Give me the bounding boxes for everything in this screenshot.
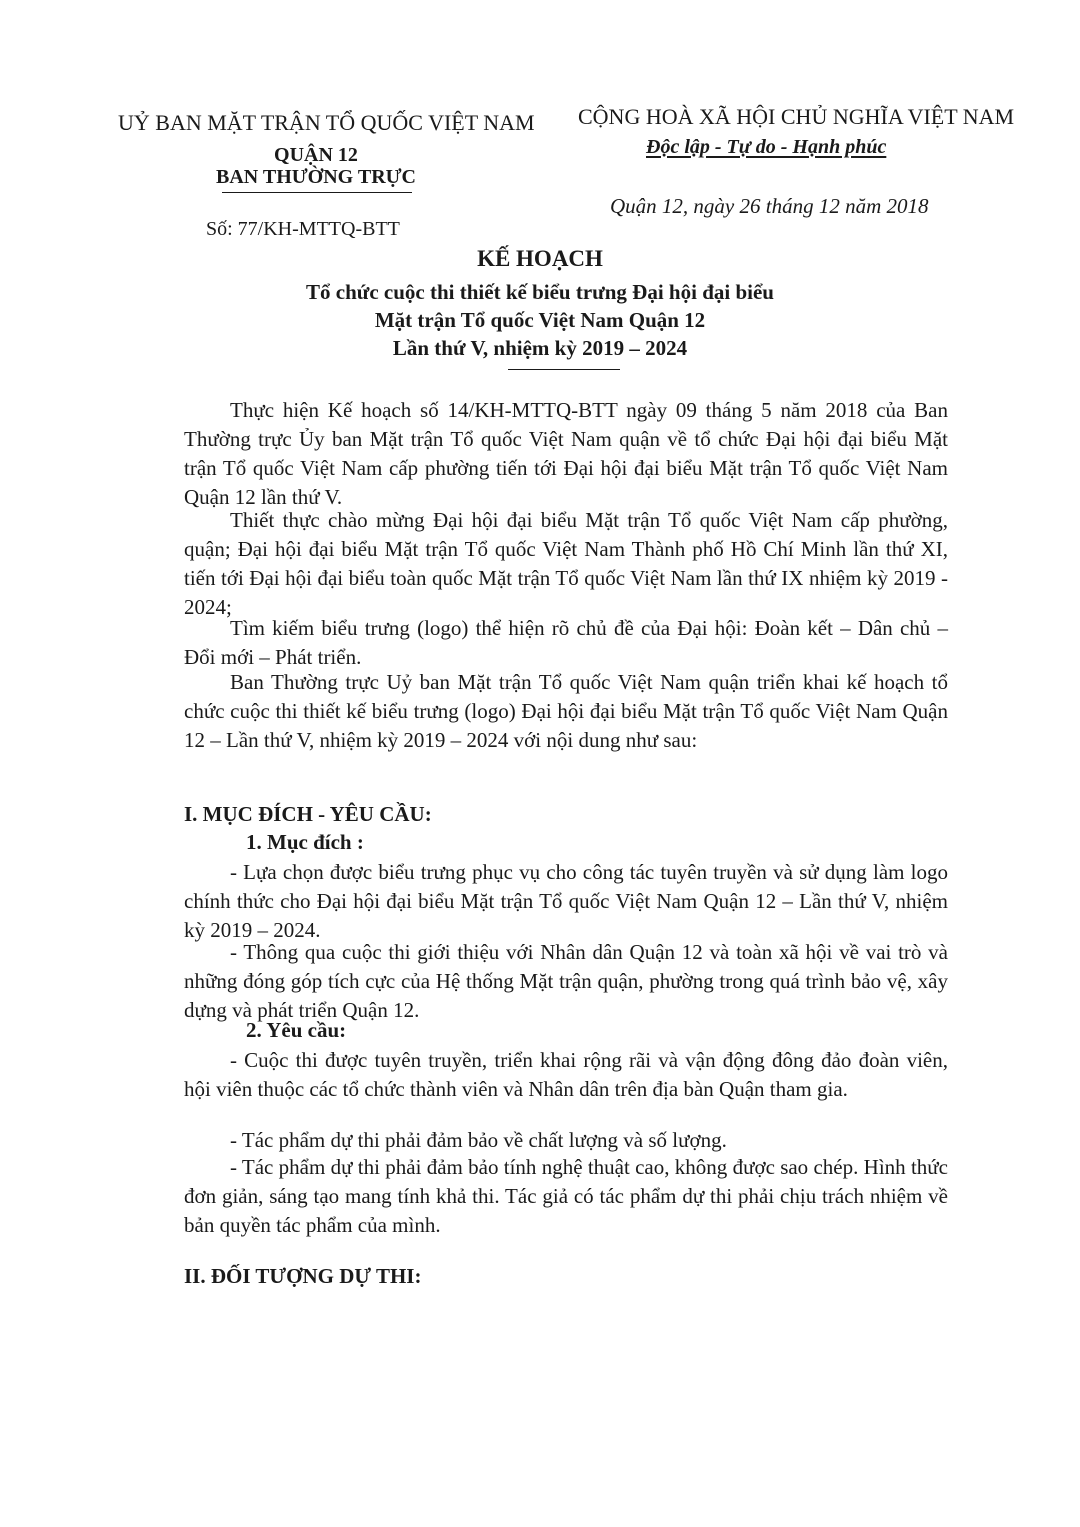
national-motto: Độc lập - Tự do - Hạnh phúc bbox=[646, 136, 887, 158]
org-name: UỶ BAN MẶT TRẬN TỔ QUỐC VIỆT NAM bbox=[118, 110, 535, 135]
document-subtitle-line3: Lần thứ V, nhiệm kỳ 2019 – 2024 bbox=[392, 336, 688, 360]
org-committee: BAN THƯỜNG TRỰC bbox=[215, 166, 417, 188]
national-title: CỘNG HOÀ XÃ HỘI CHỦ NGHĨA VIỆT NAM bbox=[578, 104, 1015, 129]
document-subtitle-line1: Tổ chức cuộc thi thiết kế biểu trưng Đại hội đại biểu bbox=[306, 280, 774, 304]
subsection-heading-requirements: 2. Yêu cầu: bbox=[246, 1018, 347, 1042]
title-divider bbox=[508, 369, 620, 370]
intro-paragraph: Thiết thực chào mừng Đại hội đại biểu Mặt trận Tổ quốc Việt Nam cấp phường, quận; Đại hội đại biểu Mặt trận Tổ quốc Việt Nam Thành phố Hồ Chí Minh lần thứ XI, tiến tới Đại hội đại biểu toàn quốc Mặt trận Tổ quốc Việt Nam lần thứ IX nhiệm kỳ 2019 - 2024; bbox=[184, 508, 948, 619]
list-item: - Cuộc thi được tuyên truyền, triển khai rộng rãi và vận động đông đảo đoàn viên, hội viên thuộc các tổ chức thành viên và Nhân dân trên địa bàn Quận tham gia. bbox=[184, 1048, 948, 1101]
section-heading-participants: II. ĐỐI TƯỢNG DỰ THI: bbox=[184, 1264, 422, 1288]
org-district: QUẬN 12 bbox=[274, 144, 358, 166]
document-number: Số: 77/KH-MTTQ-BTT bbox=[206, 218, 400, 240]
list-item: - Tác phẩm dự thi phải đảm bảo tính nghệ thuật cao, không được sao chép. Hình thức đơn giản, sáng tạo mang tính khả thi. Tác giả có tác phẩm dự thi phải chịu trách nhiệm về bản quyền tác phẩm của mình. bbox=[184, 1155, 948, 1237]
intro-paragraph: Thực hiện Kế hoạch số 14/KH-MTTQ-BTT ngày 09 tháng 5 năm 2018 của Ban Thường trực Ủy ban Mặt trận Tổ quốc Việt Nam quận về tổ chức Đại hội đại biểu Mặt trận Tổ quốc Việt Nam cấp phường tiến tới Đại hội đại biểu Mặt trận Tổ quốc Việt Nam Quận 12 lần thứ V. bbox=[184, 398, 948, 509]
org-underline-divider bbox=[222, 192, 412, 193]
list-item: - Thông qua cuộc thi giới thiệu với Nhân dân Quận 12 và toàn xã hội về vai trò và những đóng góp tích cực của Hệ thống Mặt trận quận, phường trong quá trình bảo vệ, xây dựng và phát triển Quận 12. bbox=[184, 940, 948, 1022]
document-title: KẾ HOẠCH bbox=[477, 246, 603, 271]
intro-paragraph: Tìm kiếm biểu trưng (logo) thể hiện rõ chủ đề của Đại hội: Đoàn kết – Dân chủ – Đổi mới – Phát triển. bbox=[184, 616, 948, 669]
list-item: - Lựa chọn được biểu trưng phục vụ cho công tác tuyên truyền và sử dụng làm logo chính thức cho Đại hội đại biểu Mặt trận Tổ quốc Việt Nam Quận 12 – Lần thứ V, nhiệm kỳ 2019 – 2024. bbox=[184, 860, 948, 942]
section-heading-purpose-requirements: I. MỤC ĐÍCH - YÊU CẦU: bbox=[184, 802, 432, 826]
subsection-heading-purpose: 1. Mục đích : bbox=[246, 830, 364, 854]
intro-paragraph: Ban Thường trực Uỷ ban Mặt trận Tổ quốc Việt Nam quận triển khai kế hoạch tổ chức cuộc thi thiết kế biểu trưng (logo) Đại hội đại biểu Mặt trận Tổ quốc Việt Nam Quận 12 – Lần thứ V, nhiệm kỳ 2019 – 2024 với nội dung như sau: bbox=[184, 670, 948, 752]
document-subtitle-line2: Mặt trận Tổ quốc Việt Nam Quận 12 bbox=[374, 308, 706, 332]
place-date: Quận 12, ngày 26 tháng 12 năm 2018 bbox=[610, 194, 929, 218]
list-item: - Tác phẩm dự thi phải đảm bảo về chất lượng và số lượng. bbox=[230, 1128, 727, 1152]
